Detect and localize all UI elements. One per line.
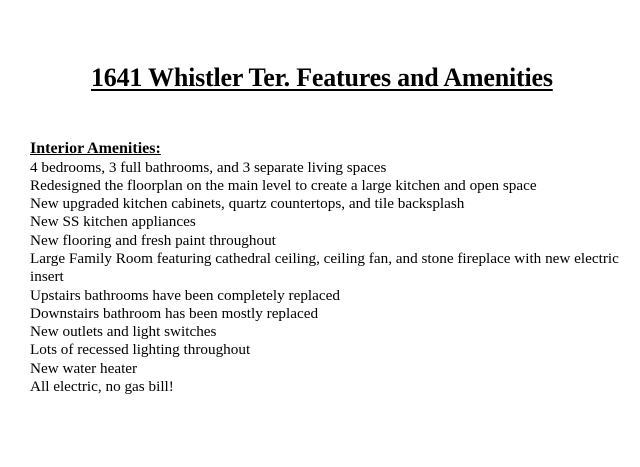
list-item: Large Family Room featuring cathedral ceiling, ceiling fan, and stone fireplace with new electric insert (30, 249, 619, 286)
list-item: Redesigned the floorplan on the main level to create a large kitchen and open space (30, 176, 537, 194)
feature-list (30, 159, 620, 397)
list-item: New SS kitchen appliances (30, 213, 196, 231)
list-item: Lots of recessed lighting throughout (30, 341, 251, 359)
list-item: All electric, no gas bill! (30, 378, 174, 396)
list-item: Downstairs bathroom has been mostly replaced (30, 304, 319, 322)
list-item: New water heater (30, 359, 138, 377)
list-item: New upgraded kitchen cabinets, quartz countertops, and tile backsplash (30, 195, 465, 213)
list-item: Upstairs bathrooms have been completely replaced (30, 286, 340, 304)
section-heading: Interior Amenities: (30, 140, 161, 157)
list-item: New outlets and light switches (30, 323, 217, 341)
interior-amenities-section (30, 140, 620, 396)
list-item: New flooring and fresh paint throughout (30, 231, 276, 249)
list-item: 4 bedrooms, 3 full bathrooms, and 3 separate living spaces (30, 158, 387, 176)
document-title: 1641 Whistler Ter. Features and Amenities (91, 63, 553, 92)
